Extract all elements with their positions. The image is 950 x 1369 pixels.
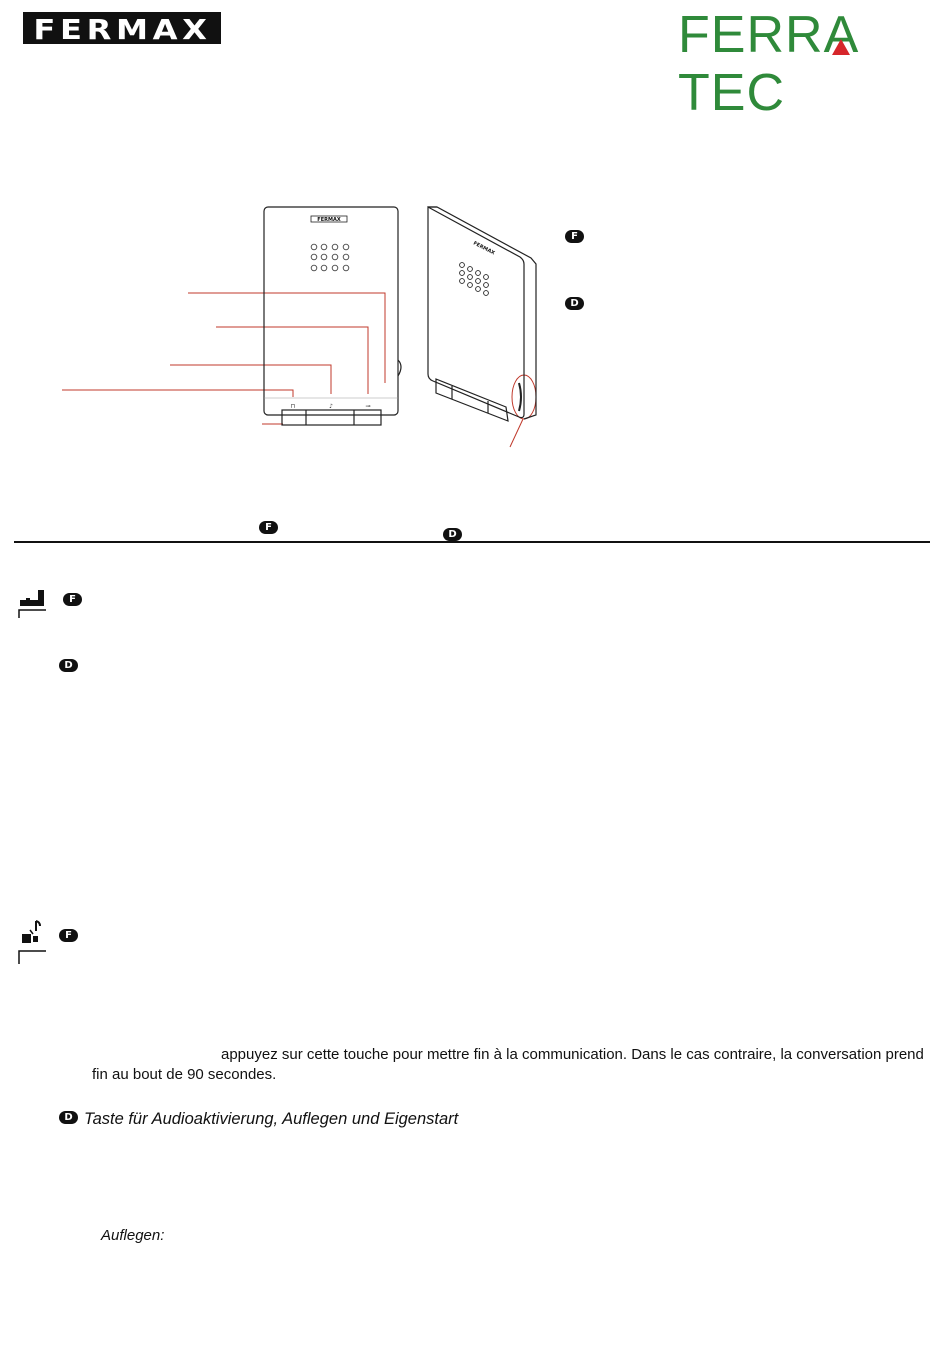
callout-lines xyxy=(62,293,536,447)
badge-german: D xyxy=(59,659,78,672)
svg-text:♪: ♪ xyxy=(329,403,333,410)
de-heading: Taste für Audioaktivierung, Auflegen und Eigenstart xyxy=(84,1110,459,1128)
device-side xyxy=(428,207,536,421)
badge-german: D xyxy=(443,528,462,541)
de-label-auflegen: Auflegen: xyxy=(101,1227,165,1244)
audio-key-icon xyxy=(18,918,48,964)
door-key-icon xyxy=(18,588,48,618)
device-side-brand: FERMAX xyxy=(472,240,496,257)
device-front xyxy=(264,207,401,425)
badge-german: D xyxy=(59,1111,78,1124)
ferratec-logo-text: FERRA TEC xyxy=(678,6,860,122)
badge-german: D xyxy=(565,297,584,310)
badge-french: F xyxy=(565,230,584,243)
callout-line-6 xyxy=(510,419,523,447)
badge-french: F xyxy=(259,521,278,534)
fr-body-line-1: appuyez sur cette touche pour mettre fin à la communication. Dans le cas contraire, la conversation prend xyxy=(221,1046,924,1063)
callout-line-4 xyxy=(62,390,293,397)
device-diagram xyxy=(0,0,950,460)
callout-line-1 xyxy=(188,293,385,383)
horizontal-rule xyxy=(14,541,930,543)
device-front-brand: FERMAX xyxy=(317,217,341,223)
badge-french: F xyxy=(63,593,82,606)
fr-body-line-2: fin au bout de 90 secondes. xyxy=(92,1066,277,1083)
callout-line-2 xyxy=(216,327,368,394)
badge-french: F xyxy=(59,929,78,942)
fermax-logo-text: FERMAX xyxy=(32,13,212,46)
svg-text:⊸: ⊸ xyxy=(365,403,371,410)
svg-text:⊓: ⊓ xyxy=(290,403,296,410)
